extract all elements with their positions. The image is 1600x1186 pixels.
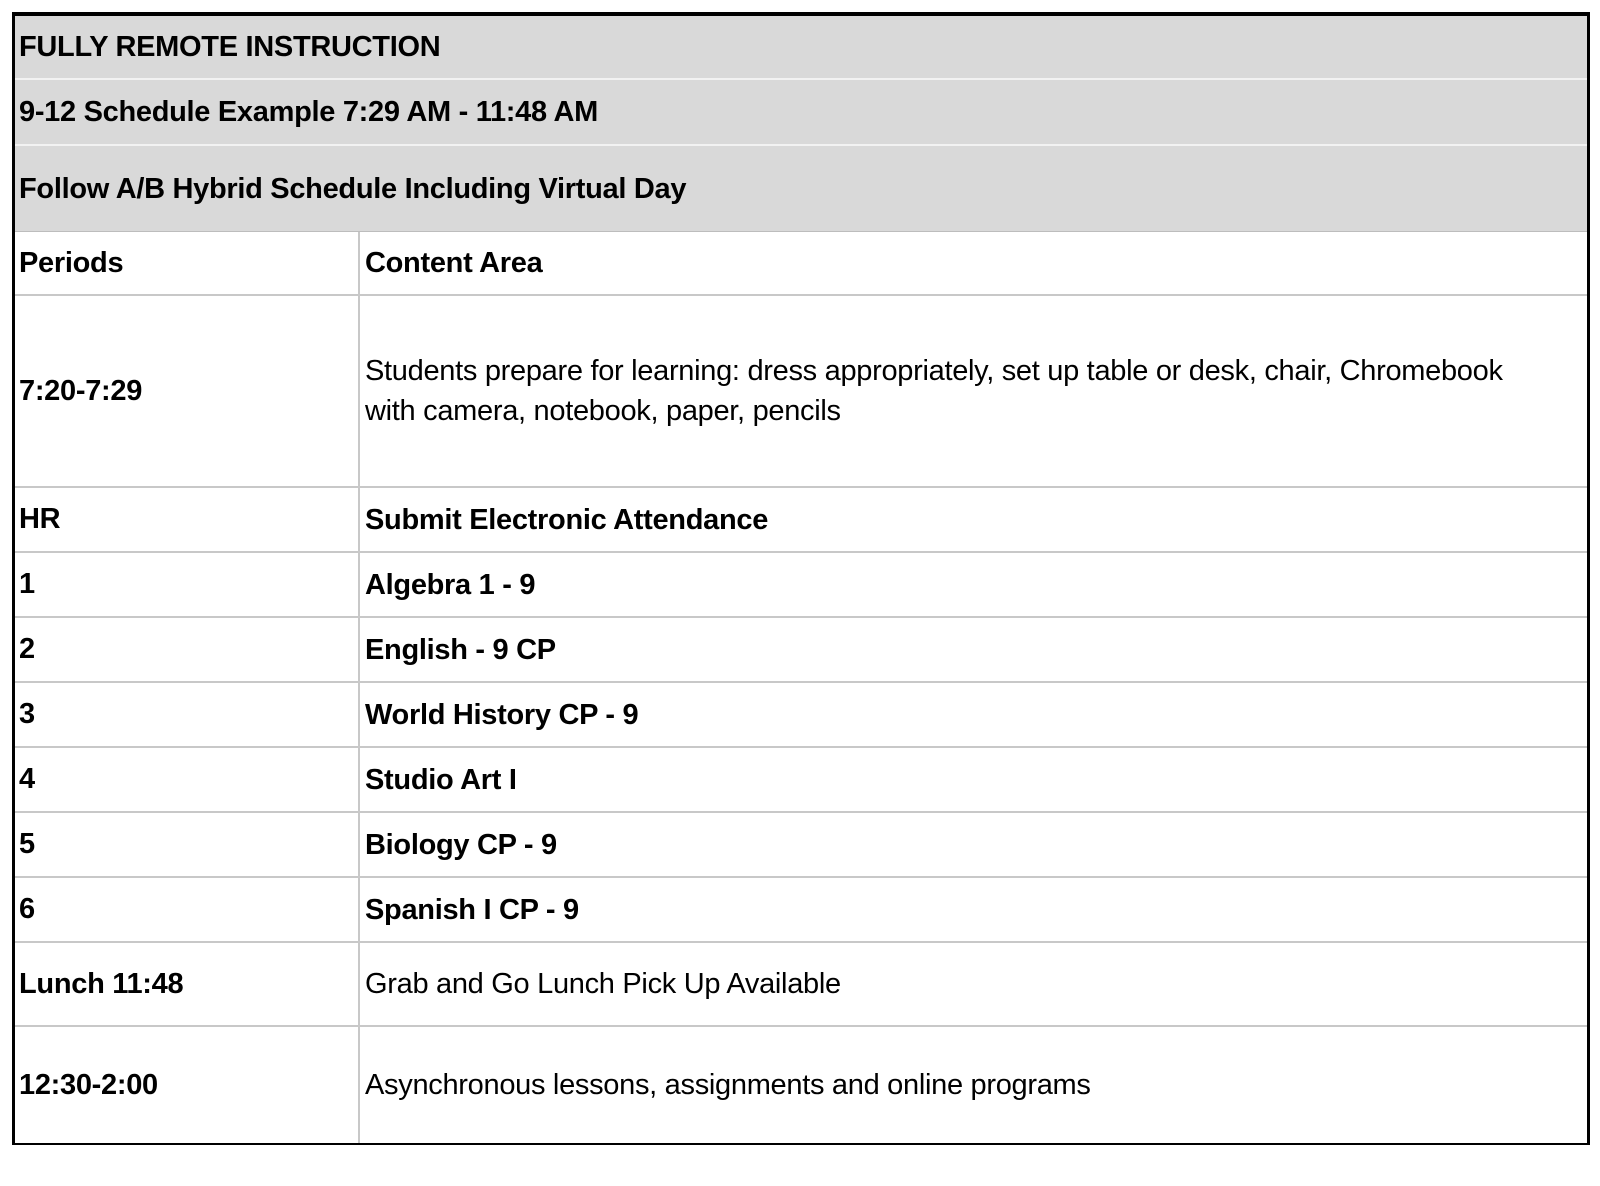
content-cell: Studio Art I [359,747,1587,812]
period-cell: Lunch 11:48 [15,942,359,1026]
period-cell: 12:30-2:00 [15,1026,359,1143]
table-row [15,1026,1587,1143]
period-cell: 4 [15,747,359,812]
table-row [15,295,1587,487]
page-title: FULLY REMOTE INSTRUCTION [15,16,1587,80]
table-header-row [15,232,1587,295]
content-cell: Grab and Go Lunch Pick Up Available [359,942,1587,1026]
table-row [15,487,1587,552]
content-cell: World History CP - 9 [359,682,1587,747]
period-cell: 1 [15,552,359,617]
table-row [15,682,1587,747]
content-cell: Submit Electronic Attendance [359,487,1587,552]
schedule-note: Follow A/B Hybrid Schedule Including Virtual Day [15,146,1587,232]
content-cell: Algebra 1 - 9 [359,552,1587,617]
period-cell: HR [15,487,359,552]
table-row [15,877,1587,942]
schedule-table [15,232,1587,1143]
table-row [15,812,1587,877]
schedule-subtitle: 9-12 Schedule Example 7:29 AM - 11:48 AM [15,80,1587,146]
content-cell: Students prepare for learning: dress appropriately, set up table or desk, chair, Chromebook with camera, notebook, paper, pencils [359,295,1587,487]
column-header-periods: Periods [15,232,359,295]
period-cell: 3 [15,682,359,747]
period-cell: 7:20-7:29 [15,295,359,487]
column-header-content-area: Content Area [359,232,1587,295]
period-cell: 6 [15,877,359,942]
table-row [15,617,1587,682]
table-row [15,747,1587,812]
table-row [15,942,1587,1026]
content-cell: Spanish I CP - 9 [359,877,1587,942]
content-cell: English - 9 CP [359,617,1587,682]
content-cell: Asynchronous lessons, assignments and online programs [365,1069,1091,1101]
period-cell: 2 [15,617,359,682]
period-cell: 5 [15,812,359,877]
content-cell: Biology CP - 9 [359,812,1587,877]
schedule-sheet [12,12,1590,1145]
table-row [15,552,1587,617]
